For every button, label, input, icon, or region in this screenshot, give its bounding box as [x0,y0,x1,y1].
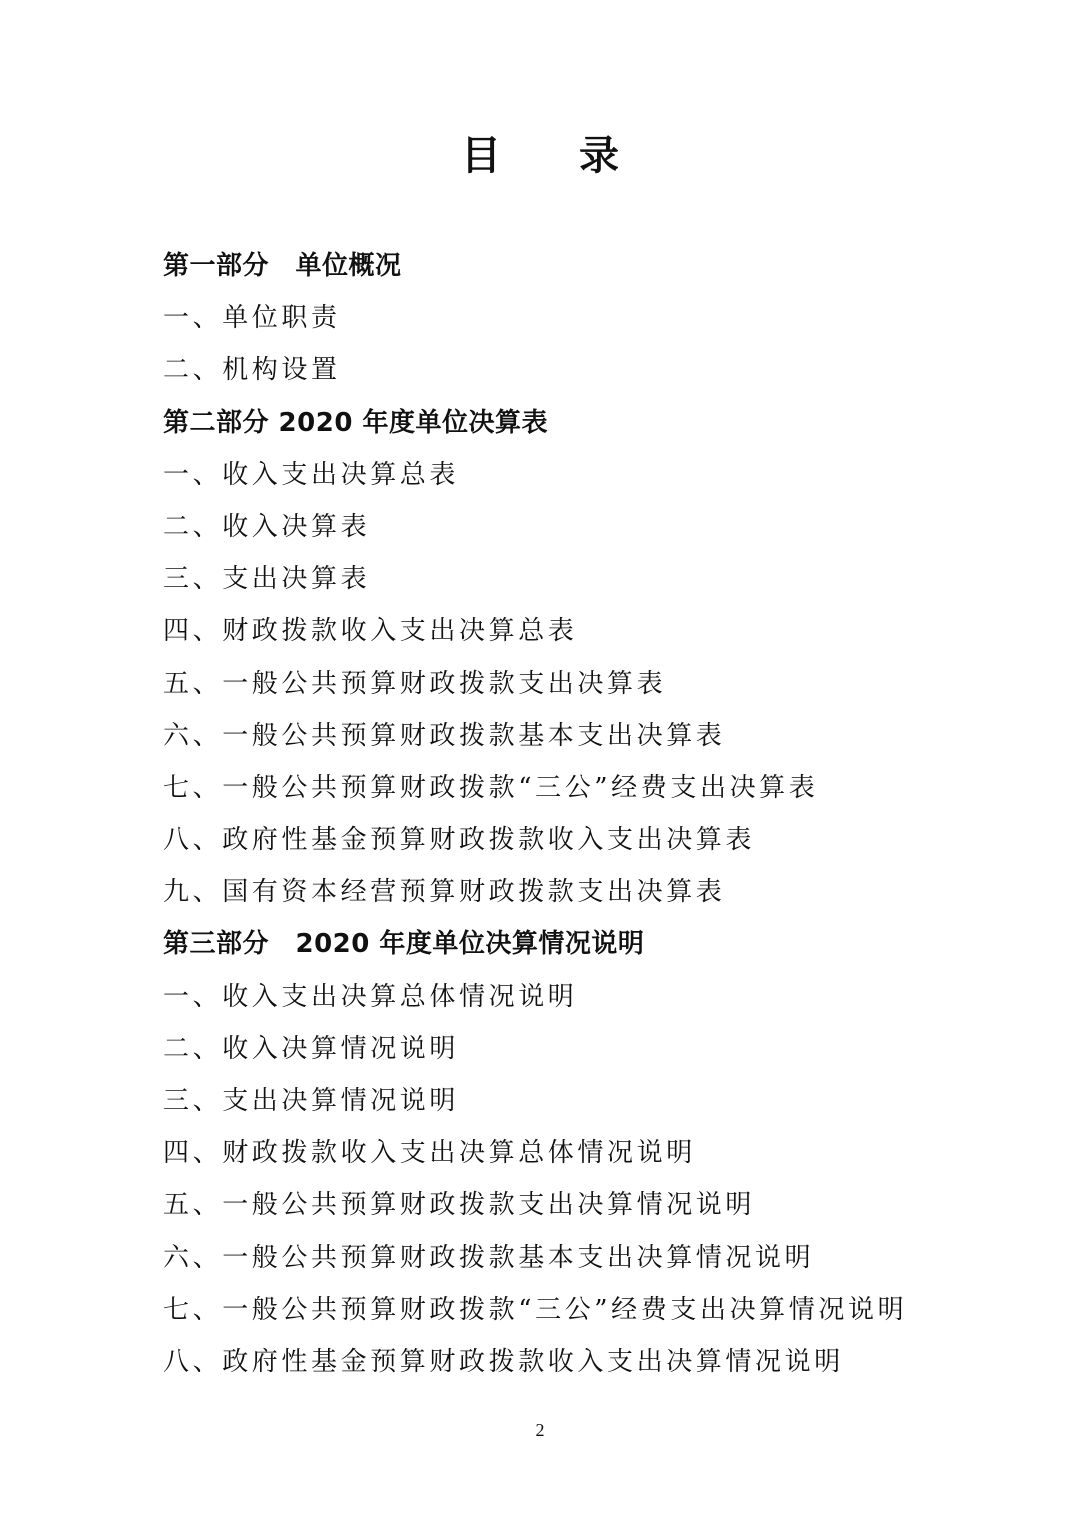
toc-item: 八、政府性基金预算财政拨款收入支出决算情况说明 [163,1346,844,1377]
page-title-part1: 目 [461,132,501,179]
toc-item: 六、一般公共预算财政拨款基本支出决算表 [163,720,726,751]
toc-item: 三、支出决算情况说明 [163,1086,460,1116]
toc-item: 五、一般公共预算财政拨款支出决算表 [163,668,667,699]
toc-item: 二、收入决算表 [163,511,371,542]
page-title [0,128,1080,184]
toc-section-3: 第三部分 2020 年度单位决算情况说明 [163,929,645,960]
toc-item: 三、支出决算表 [163,564,371,595]
toc-item: 一、单位职责 [163,303,341,334]
toc-item: 五、一般公共预算财政拨款支出决算情况说明 [163,1190,756,1221]
toc-item: 六、一般公共预算财政拨款基本支出决算情况说明 [163,1242,815,1273]
page-title-part2: 录 [579,132,619,179]
toc-item: 一、收入支出决算总表 [163,459,460,490]
page-number: 2 [535,1420,545,1440]
toc-section-2: 第二部分 2020 年度单位决算表 [163,407,548,438]
toc-item: 七、一般公共预算财政拨款“三公”经费支出决算情况说明 [163,1294,908,1325]
toc-section-1: 第一部分 单位概况 [163,251,402,281]
toc-item: 二、收入决算情况说明 [163,1033,460,1064]
toc-item: 九、国有资本经营预算财政拨款支出决算表 [163,877,726,908]
toc-item: 八、政府性基金预算财政拨款收入支出决算表 [163,825,756,856]
toc-item: 二、机构设置 [163,355,341,386]
toc-item: 四、财政拨款收入支出决算总表 [163,616,578,647]
toc-item: 一、收入支出决算总体情况说明 [163,981,578,1012]
toc-item: 四、财政拨款收入支出决算总体情况说明 [163,1138,696,1169]
table-of-contents [163,240,1023,1388]
toc-item: 七、一般公共预算财政拨款“三公”经费支出决算表 [163,772,819,803]
